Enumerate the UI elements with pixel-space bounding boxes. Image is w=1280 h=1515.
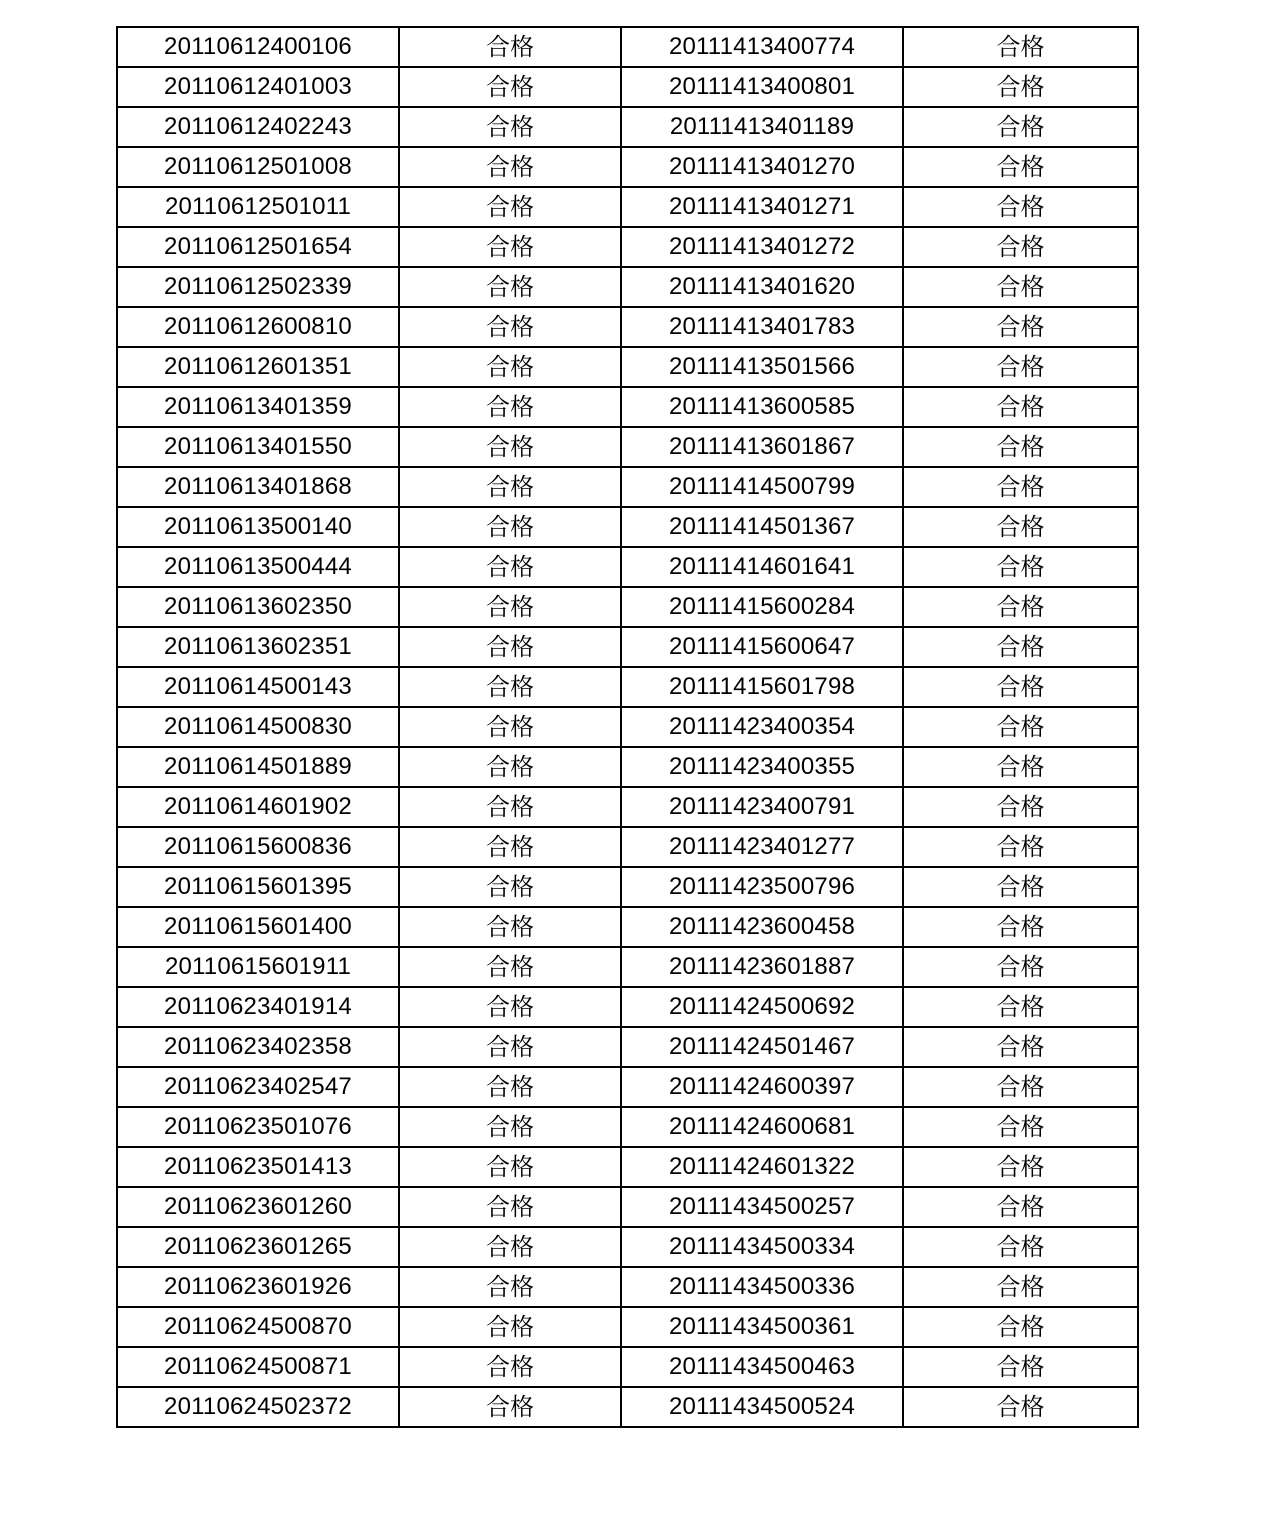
- result-cell: 合格: [399, 1027, 621, 1067]
- table-row: [117, 187, 1138, 227]
- exam-number-cell: 20111414500799: [621, 467, 903, 507]
- result-cell: 合格: [903, 107, 1138, 147]
- result-cell: 合格: [399, 867, 621, 907]
- exam-number-cell: 20110615600836: [117, 827, 399, 867]
- exam-number-cell: 20111424500692: [621, 987, 903, 1027]
- exam-number-cell: 20110623402547: [117, 1067, 399, 1107]
- table-row: [117, 1067, 1138, 1107]
- result-cell: 合格: [399, 907, 621, 947]
- result-cell: 合格: [903, 1107, 1138, 1147]
- exam-number-cell: 20110612400106: [117, 27, 399, 67]
- exam-number-cell: 20111424601322: [621, 1147, 903, 1187]
- result-cell: 合格: [903, 787, 1138, 827]
- result-cell: 合格: [903, 947, 1138, 987]
- result-cell: 合格: [399, 1187, 621, 1227]
- result-cell: 合格: [399, 347, 621, 387]
- result-cell: 合格: [399, 107, 621, 147]
- table-row: [117, 227, 1138, 267]
- exam-number-cell: 20110623402358: [117, 1027, 399, 1067]
- table-row: [117, 667, 1138, 707]
- result-cell: 合格: [903, 147, 1138, 187]
- result-cell: 合格: [903, 707, 1138, 747]
- result-cell: 合格: [903, 307, 1138, 347]
- exam-number-cell: 20111434500524: [621, 1387, 903, 1427]
- exam-number-cell: 20111423601887: [621, 947, 903, 987]
- exam-number-cell: 20111413400801: [621, 67, 903, 107]
- table-row: [117, 587, 1138, 627]
- exam-number-cell: 20111434500336: [621, 1267, 903, 1307]
- exam-number-cell: 20111434500361: [621, 1307, 903, 1347]
- exam-number-cell: 20111413401270: [621, 147, 903, 187]
- result-cell: 合格: [903, 67, 1138, 107]
- exam-number-cell: 20111423600458: [621, 907, 903, 947]
- exam-number-cell: 20111415601798: [621, 667, 903, 707]
- result-cell: 合格: [399, 707, 621, 747]
- exam-number-cell: 20111413601867: [621, 427, 903, 467]
- exam-number-cell: 20111423400791: [621, 787, 903, 827]
- table-row: [117, 507, 1138, 547]
- table-row: [117, 267, 1138, 307]
- result-cell: 合格: [399, 987, 621, 1027]
- results-table-body: [117, 27, 1138, 1427]
- result-cell: 合格: [399, 547, 621, 587]
- exam-number-cell: 20110612501654: [117, 227, 399, 267]
- table-row: [117, 1187, 1138, 1227]
- exam-number-cell: 20111434500463: [621, 1347, 903, 1387]
- result-cell: 合格: [903, 1267, 1138, 1307]
- table-row: [117, 307, 1138, 347]
- result-cell: 合格: [903, 667, 1138, 707]
- result-cell: 合格: [399, 1147, 621, 1187]
- result-cell: 合格: [399, 267, 621, 307]
- result-cell: 合格: [903, 547, 1138, 587]
- exam-number-cell: 20110623601260: [117, 1187, 399, 1227]
- table-row: [117, 1307, 1138, 1347]
- result-cell: 合格: [399, 147, 621, 187]
- result-cell: 合格: [903, 1307, 1138, 1347]
- table-row: [117, 627, 1138, 667]
- result-cell: 合格: [399, 1227, 621, 1267]
- result-cell: 合格: [903, 627, 1138, 667]
- exam-number-cell: 20110613500140: [117, 507, 399, 547]
- exam-number-cell: 20111414601641: [621, 547, 903, 587]
- result-cell: 合格: [903, 1387, 1138, 1427]
- result-cell: 合格: [903, 1187, 1138, 1227]
- result-cell: 合格: [399, 427, 621, 467]
- result-cell: 合格: [903, 747, 1138, 787]
- result-cell: 合格: [399, 1387, 621, 1427]
- result-cell: 合格: [399, 187, 621, 227]
- result-cell: 合格: [903, 867, 1138, 907]
- exam-number-cell: 20111423500796: [621, 867, 903, 907]
- exam-number-cell: 20111413401189: [621, 107, 903, 147]
- table-row: [117, 67, 1138, 107]
- result-cell: 合格: [903, 467, 1138, 507]
- exam-number-cell: 20110615601911: [117, 947, 399, 987]
- result-cell: 合格: [903, 827, 1138, 867]
- result-cell: 合格: [399, 627, 621, 667]
- exam-number-cell: 20111413600585: [621, 387, 903, 427]
- exam-number-cell: 20110623601926: [117, 1267, 399, 1307]
- table-row: [117, 147, 1138, 187]
- result-cell: 合格: [903, 347, 1138, 387]
- exam-number-cell: 20111413401783: [621, 307, 903, 347]
- table-row: [117, 987, 1138, 1027]
- result-cell: 合格: [399, 747, 621, 787]
- exam-number-cell: 20110615601395: [117, 867, 399, 907]
- result-cell: 合格: [399, 1307, 621, 1347]
- table-row: [117, 947, 1138, 987]
- table-row: [117, 1267, 1138, 1307]
- table-row: [117, 387, 1138, 427]
- result-cell: 合格: [903, 1347, 1138, 1387]
- exam-number-cell: 20110612502339: [117, 267, 399, 307]
- result-cell: 合格: [399, 467, 621, 507]
- table-row: [117, 1027, 1138, 1067]
- exam-number-cell: 20110623601265: [117, 1227, 399, 1267]
- exam-number-cell: 20111413401271: [621, 187, 903, 227]
- result-cell: 合格: [903, 987, 1138, 1027]
- table-row: [117, 867, 1138, 907]
- exam-number-cell: 20111414501367: [621, 507, 903, 547]
- exam-number-cell: 20111423401277: [621, 827, 903, 867]
- table-row: [117, 1227, 1138, 1267]
- table-row: [117, 1147, 1138, 1187]
- result-cell: 合格: [903, 387, 1138, 427]
- result-cell: 合格: [903, 187, 1138, 227]
- exam-number-cell: 20110613401550: [117, 427, 399, 467]
- exam-number-cell: 20110624500871: [117, 1347, 399, 1387]
- exam-number-cell: 20111423400355: [621, 747, 903, 787]
- exam-number-cell: 20110612601351: [117, 347, 399, 387]
- table-row: [117, 907, 1138, 947]
- exam-number-cell: 20111413401620: [621, 267, 903, 307]
- result-cell: 合格: [399, 507, 621, 547]
- exam-number-cell: 20110613602350: [117, 587, 399, 627]
- exam-number-cell: 20110614500143: [117, 667, 399, 707]
- exam-number-cell: 20110613500444: [117, 547, 399, 587]
- exam-number-cell: 20111415600284: [621, 587, 903, 627]
- result-cell: 合格: [399, 1067, 621, 1107]
- result-cell: 合格: [399, 307, 621, 347]
- exam-number-cell: 20110624500870: [117, 1307, 399, 1347]
- table-row: [117, 1387, 1138, 1427]
- result-cell: 合格: [399, 1267, 621, 1307]
- table-row: [117, 707, 1138, 747]
- table-row: [117, 1347, 1138, 1387]
- exam-number-cell: 20111424501467: [621, 1027, 903, 1067]
- result-cell: 合格: [399, 947, 621, 987]
- table-row: [117, 107, 1138, 147]
- result-cell: 合格: [903, 587, 1138, 627]
- result-cell: 合格: [399, 227, 621, 267]
- exam-number-cell: 20110613401359: [117, 387, 399, 427]
- exam-number-cell: 20110615601400: [117, 907, 399, 947]
- result-cell: 合格: [903, 1227, 1138, 1267]
- table-row: [117, 547, 1138, 587]
- exam-number-cell: 20110612402243: [117, 107, 399, 147]
- table-row: [117, 827, 1138, 867]
- exam-number-cell: 20110623401914: [117, 987, 399, 1027]
- result-cell: 合格: [399, 387, 621, 427]
- result-cell: 合格: [399, 1347, 621, 1387]
- exam-number-cell: 20110612501011: [117, 187, 399, 227]
- exam-number-cell: 20110613602351: [117, 627, 399, 667]
- result-cell: 合格: [399, 667, 621, 707]
- exam-number-cell: 20111434500257: [621, 1187, 903, 1227]
- table-row: [117, 347, 1138, 387]
- table-row: [117, 1107, 1138, 1147]
- exam-number-cell: 20110623501076: [117, 1107, 399, 1147]
- result-cell: 合格: [903, 267, 1138, 307]
- result-cell: 合格: [903, 1067, 1138, 1107]
- exam-number-cell: 20110614501889: [117, 747, 399, 787]
- result-cell: 合格: [903, 27, 1138, 67]
- result-cell: 合格: [399, 1107, 621, 1147]
- table-row: [117, 427, 1138, 467]
- result-cell: 合格: [399, 787, 621, 827]
- table-row: [117, 747, 1138, 787]
- table-row: [117, 27, 1138, 67]
- exam-number-cell: 20110612401003: [117, 67, 399, 107]
- result-cell: 合格: [903, 1027, 1138, 1067]
- exam-number-cell: 20110623501413: [117, 1147, 399, 1187]
- exam-number-cell: 20111424600397: [621, 1067, 903, 1107]
- result-cell: 合格: [903, 907, 1138, 947]
- result-cell: 合格: [399, 27, 621, 67]
- exam-number-cell: 20111413401272: [621, 227, 903, 267]
- exam-number-cell: 20110612600810: [117, 307, 399, 347]
- exam-number-cell: 20111413400774: [621, 27, 903, 67]
- exam-number-cell: 20111434500334: [621, 1227, 903, 1267]
- exam-number-cell: 20111413501566: [621, 347, 903, 387]
- exam-number-cell: 20110613401868: [117, 467, 399, 507]
- exam-number-cell: 20111415600647: [621, 627, 903, 667]
- exam-number-cell: 20110614500830: [117, 707, 399, 747]
- result-cell: 合格: [903, 507, 1138, 547]
- results-table: [116, 26, 1139, 1428]
- exam-number-cell: 20110612501008: [117, 147, 399, 187]
- exam-number-cell: 20111423400354: [621, 707, 903, 747]
- exam-number-cell: 20111424600681: [621, 1107, 903, 1147]
- result-cell: 合格: [399, 587, 621, 627]
- exam-number-cell: 20110624502372: [117, 1387, 399, 1427]
- table-row: [117, 787, 1138, 827]
- result-cell: 合格: [903, 1147, 1138, 1187]
- result-cell: 合格: [903, 227, 1138, 267]
- table-row: [117, 467, 1138, 507]
- result-cell: 合格: [399, 67, 621, 107]
- result-cell: 合格: [399, 827, 621, 867]
- exam-number-cell: 20110614601902: [117, 787, 399, 827]
- result-cell: 合格: [903, 427, 1138, 467]
